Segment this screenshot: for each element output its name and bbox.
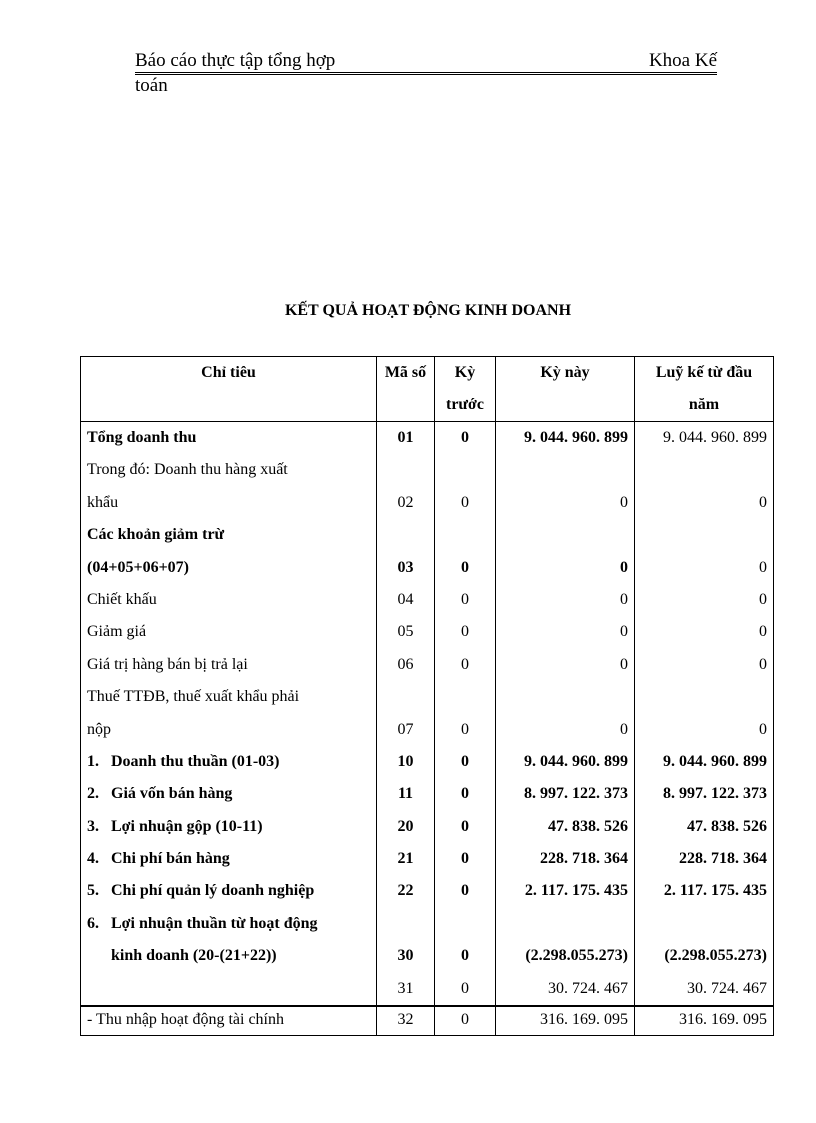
item-number: 1. bbox=[87, 752, 99, 770]
income-statement-table bbox=[80, 356, 774, 1036]
luy-ke-cell: 0 bbox=[759, 590, 767, 608]
chi-tieu-line bbox=[87, 454, 370, 486]
ma-so-cell: 04 bbox=[397, 590, 414, 608]
ky-nay-cell: 0 bbox=[620, 623, 628, 641]
item-number: 6. bbox=[87, 914, 99, 932]
chi-tieu-text: Tổng doanh thu bbox=[87, 429, 197, 446]
luy-ke-cell: 228. 718. 364 bbox=[679, 850, 767, 868]
ky-truoc-cell: 0 bbox=[461, 882, 469, 900]
ma-so-cell: 31 bbox=[397, 979, 414, 997]
ma-so-cell: 20 bbox=[397, 817, 414, 835]
col-chi-tieu bbox=[81, 422, 377, 1007]
table-body-row bbox=[81, 422, 774, 1007]
col-ma-so bbox=[377, 422, 435, 1007]
chi-tieu-text: kinh doanh (20-(21+22)) bbox=[111, 947, 277, 965]
col-ky-nay bbox=[496, 422, 635, 1007]
chi-tieu-line bbox=[87, 422, 370, 454]
chi-tieu-line bbox=[87, 714, 370, 746]
chi-tieu-line bbox=[87, 649, 370, 681]
item-number: 5. bbox=[87, 882, 99, 900]
ma-so-cell: 03 bbox=[397, 558, 414, 576]
chi-tieu-text: (04+05+06+07) bbox=[87, 558, 190, 576]
ma-so-cell: 21 bbox=[397, 850, 414, 868]
luy-ke-cell: 0 bbox=[759, 720, 767, 738]
chi-tieu-line bbox=[87, 616, 370, 648]
last-nay: 316. 169. 095 bbox=[496, 1006, 635, 1036]
ky-nay-cell: 0 bbox=[620, 720, 628, 738]
chi-tieu-text: Các khoản giảm trừ bbox=[87, 526, 225, 544]
ky-truoc-cell: 0 bbox=[461, 590, 469, 608]
ky-nay-cell: 47. 838. 526 bbox=[548, 817, 628, 835]
chi-tieu-line bbox=[87, 811, 370, 843]
chi-tieu-text: Chi phí quản lý doanh nghiệp bbox=[111, 882, 315, 900]
chi-tieu-lines bbox=[87, 422, 370, 973]
ma-so-cell bbox=[383, 519, 428, 551]
ma-so-cell bbox=[383, 908, 428, 940]
chi-tieu-line bbox=[87, 843, 370, 875]
ky-nay-values bbox=[502, 422, 628, 1005]
ky-nay-cell: 9. 044. 960. 899 bbox=[524, 752, 628, 770]
col-ky-truoc bbox=[435, 422, 496, 1007]
ky-truoc-cell: 0 bbox=[461, 493, 469, 511]
luy-ke-cell: (2.298.055.273) bbox=[664, 947, 767, 965]
ma-so-cell bbox=[383, 681, 428, 713]
header-ky-truoc: Kỳ trước bbox=[435, 357, 496, 422]
luy-ke-cell bbox=[641, 519, 767, 551]
luy-ke-cell: 9. 044. 960. 899 bbox=[663, 429, 767, 446]
ky-truoc-cell bbox=[441, 681, 489, 713]
header-line bbox=[135, 50, 717, 75]
page-header bbox=[135, 50, 717, 97]
chi-tieu-text: Giảm giá bbox=[87, 623, 147, 641]
header-ma-so: Mã số bbox=[377, 357, 435, 422]
last-ma: 32 bbox=[377, 1006, 435, 1036]
header-ky-nay: Kỳ này bbox=[496, 357, 635, 422]
ma-so-cell: 06 bbox=[397, 655, 414, 673]
ma-so-cell: 02 bbox=[397, 493, 414, 511]
chi-tieu-line bbox=[87, 681, 370, 713]
luy-ke-cell: 47. 838. 526 bbox=[687, 817, 767, 835]
ky-truoc-cell: 0 bbox=[461, 947, 469, 965]
chi-tieu-text: Thuế TTĐB, thuế xuất khẩu phải bbox=[87, 688, 300, 706]
ky-truoc-cell: 0 bbox=[461, 979, 469, 997]
chi-tieu-text: Chi phí bán hàng bbox=[111, 850, 230, 868]
header-chi-tieu: Chỉ tiêu bbox=[81, 357, 377, 422]
table-row-thu-nhap-tai-chinh bbox=[81, 1006, 774, 1036]
ky-truoc-cell: 0 bbox=[461, 429, 469, 446]
ma-so-cell: 22 bbox=[397, 882, 414, 900]
ky-truoc-cell: 0 bbox=[461, 720, 469, 738]
luy-ke-cell: 8. 997. 122. 373 bbox=[663, 785, 767, 803]
ky-truoc-cell: 0 bbox=[461, 558, 469, 576]
ma-so-cell: 07 bbox=[397, 720, 414, 738]
report-title: KẾT QUẢ HOẠT ĐỘNG KINH DOANH bbox=[284, 302, 572, 319]
header-left: Báo cáo thực tập tổng hợp bbox=[135, 50, 336, 71]
ky-nay-cell bbox=[502, 908, 628, 940]
luy-ke-cell: 0 bbox=[759, 493, 767, 511]
ky-nay-cell: (2.298.055.273) bbox=[525, 947, 628, 965]
chi-tieu-line bbox=[87, 940, 370, 972]
last-label: - Thu nhập hoạt động tài chính bbox=[81, 1006, 377, 1036]
ky-truoc-cell: 0 bbox=[461, 850, 469, 868]
item-number: 3. bbox=[87, 817, 99, 835]
header-right: Khoa Kế bbox=[648, 50, 717, 71]
header-luy-ke: Luỹ kế từ đầu năm bbox=[635, 357, 774, 422]
ky-nay-cell: 8. 997. 122. 373 bbox=[524, 785, 628, 803]
chi-tieu-text: Lợi nhuận thuần từ hoạt động bbox=[111, 914, 318, 932]
ky-truoc-cell: 0 bbox=[461, 785, 469, 803]
ky-truoc-values bbox=[441, 422, 489, 1005]
ky-truoc-cell bbox=[441, 908, 489, 940]
item-number: 4. bbox=[87, 850, 99, 868]
col-luy-ke bbox=[635, 422, 774, 1007]
ma-so-cell bbox=[383, 454, 428, 486]
ky-truoc-cell: 0 bbox=[461, 817, 469, 835]
last-luyke: 316. 169. 095 bbox=[635, 1006, 774, 1036]
header-continuation: toán bbox=[135, 75, 168, 96]
luy-ke-cell: 0 bbox=[759, 655, 767, 673]
chi-tieu-line bbox=[87, 552, 370, 584]
chi-tieu-line bbox=[87, 487, 370, 519]
chi-tieu-text: Trong đó: Doanh thu hàng xuất bbox=[87, 461, 288, 479]
chi-tieu-line bbox=[87, 778, 370, 810]
ky-truoc-cell bbox=[441, 454, 489, 486]
last-truoc: 0 bbox=[435, 1006, 496, 1036]
ma-so-cell: 30 bbox=[397, 947, 414, 965]
chi-tieu-text: Giá vốn bán hàng bbox=[111, 785, 233, 803]
ma-so-cell: 01 bbox=[397, 429, 414, 446]
chi-tieu-text: Giá trị hàng bán bị trả lại bbox=[87, 655, 248, 673]
ma-so-cell: 10 bbox=[397, 752, 414, 770]
luy-ke-cell: 2. 117. 175. 435 bbox=[663, 882, 767, 900]
ky-truoc-cell bbox=[441, 519, 489, 551]
chi-tieu-line bbox=[87, 584, 370, 616]
chi-tieu-line bbox=[87, 746, 370, 778]
chi-tieu-text: Lợi nhuận gộp (10-11) bbox=[111, 817, 263, 835]
chi-tieu-line bbox=[87, 519, 370, 551]
chi-tieu-text: Doanh thu thuần (01-03) bbox=[111, 752, 280, 770]
luy-ke-cell bbox=[641, 681, 767, 713]
ky-nay-cell: 30. 724. 467 bbox=[548, 979, 628, 997]
chi-tieu-line bbox=[87, 908, 370, 940]
ky-truoc-cell: 0 bbox=[461, 752, 469, 770]
ky-truoc-cell: 0 bbox=[461, 655, 469, 673]
chi-tieu-text: nộp bbox=[87, 720, 111, 738]
ky-nay-cell: 0 bbox=[620, 655, 628, 673]
item-number: 2. bbox=[87, 785, 99, 803]
ma-so-values bbox=[383, 422, 428, 1005]
ky-nay-cell: 0 bbox=[620, 493, 628, 511]
luy-ke-cell: 0 bbox=[759, 558, 767, 576]
luy-ke-cell bbox=[641, 908, 767, 940]
ky-nay-cell bbox=[502, 519, 628, 551]
ky-nay-cell: 0 bbox=[620, 558, 628, 576]
ky-nay-cell bbox=[502, 681, 628, 713]
luy-ke-cell: 9. 044. 960. 899 bbox=[663, 752, 767, 770]
ma-so-cell: 11 bbox=[397, 785, 414, 803]
luy-ke-values bbox=[641, 422, 767, 1005]
ma-so-cell: 05 bbox=[397, 623, 414, 641]
ky-nay-cell bbox=[502, 454, 628, 486]
ky-nay-cell: 2. 117. 175. 435 bbox=[524, 882, 628, 900]
ky-nay-cell: 0 bbox=[620, 590, 628, 608]
chi-tieu-line bbox=[87, 875, 370, 907]
luy-ke-cell: 0 bbox=[759, 623, 767, 641]
chi-tieu-text: Chiết khấu bbox=[87, 590, 157, 608]
chi-tieu-text: khẩu bbox=[87, 493, 119, 511]
luy-ke-cell: 30. 724. 467 bbox=[687, 979, 767, 997]
ky-nay-cell: 228. 718. 364 bbox=[540, 850, 628, 868]
ky-nay-cell: 9. 044. 960. 899 bbox=[524, 429, 628, 446]
luy-ke-cell bbox=[641, 454, 767, 486]
ky-truoc-cell: 0 bbox=[461, 623, 469, 641]
table-header-row bbox=[81, 357, 774, 422]
